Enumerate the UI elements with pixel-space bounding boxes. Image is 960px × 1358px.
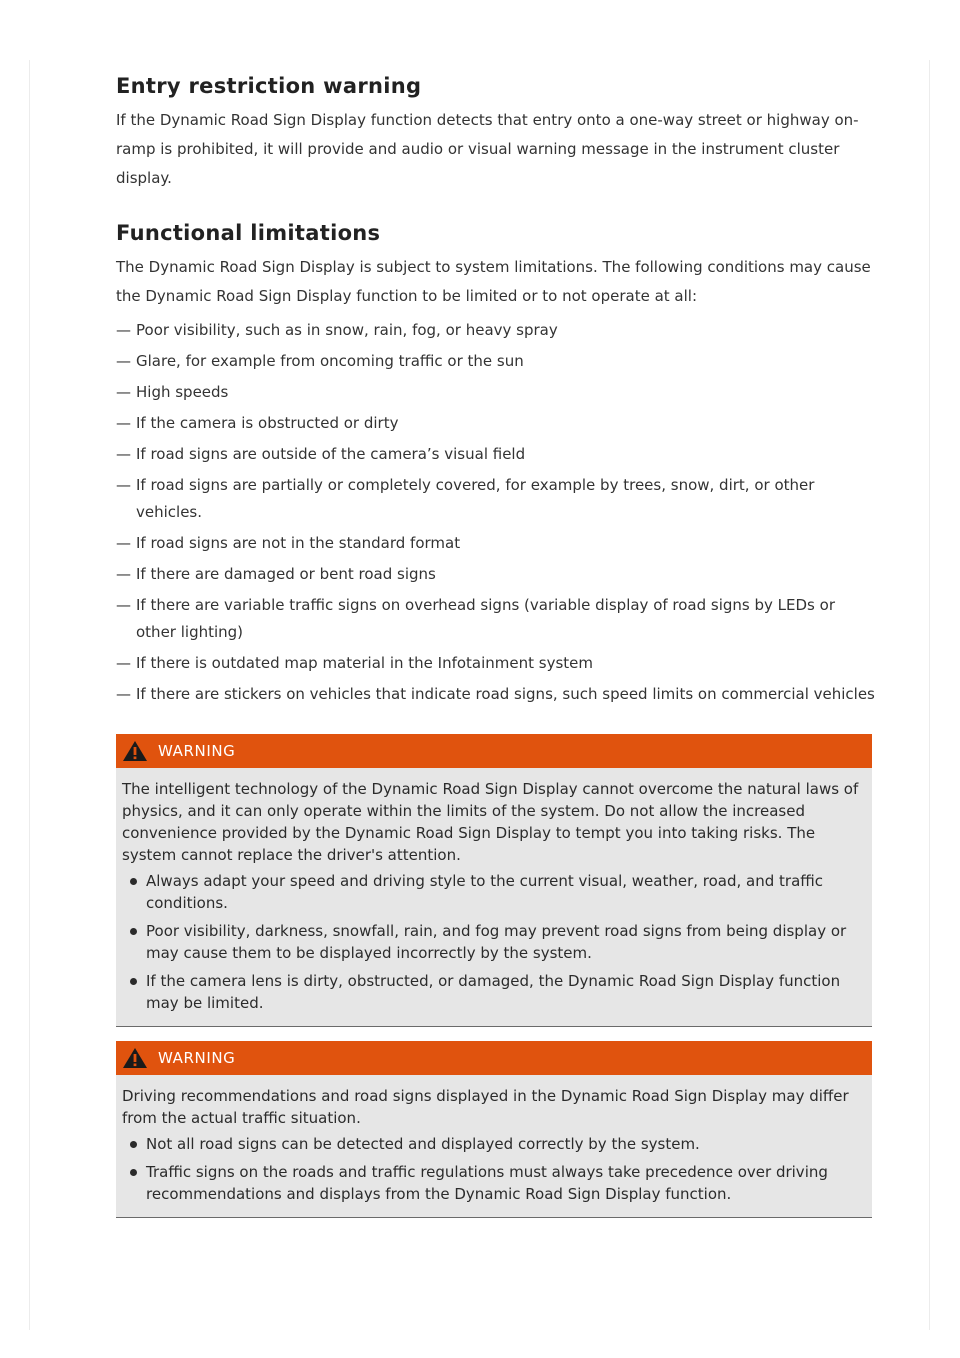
list-item <box>116 472 876 526</box>
warning-header <box>116 734 872 768</box>
list-item-text: If road signs are partially or completely covered, for example by trees, snow, dirt, or other vehicles. <box>136 476 815 521</box>
warning-bullet <box>122 920 864 964</box>
warning-triangle-icon <box>122 740 150 762</box>
list-item <box>116 348 876 375</box>
functional-limitations-paragraph: The Dynamic Road Sign Display is subject to system limitations. The following conditions may cause the Dynamic Road Sign Display function to be limited or to not operate at all: <box>116 258 871 305</box>
dash-marker: — <box>116 414 131 432</box>
dash-marker: — <box>116 565 131 583</box>
warning-bullet <box>122 870 864 914</box>
warning-bullet-text: Traffic signs on the roads and traffic regulations must always take precedence over driving recommendations and displays from the Dynamic Road Sign Display function. <box>146 1163 828 1203</box>
warning-body <box>116 1075 872 1218</box>
section-heading-entry-restriction: Entry restriction warning <box>116 74 422 98</box>
page-content <box>116 70 876 1218</box>
warning-bullet-list <box>122 1133 864 1205</box>
bullet-dot-icon <box>130 1141 137 1148</box>
warning-bullet <box>122 1161 864 1205</box>
bullet-dot-icon <box>130 978 137 985</box>
bullet-dot-icon <box>130 1169 137 1176</box>
list-item <box>116 530 876 557</box>
list-item-text: Glare, for example from oncoming traffic or the sun <box>136 352 524 370</box>
warning-intro: Driving recommendations and road signs displayed in the Dynamic Road Sign Display may differ from the actual traffic situation. <box>122 1087 849 1127</box>
list-item-text: If there are variable traffic signs on overhead signs (variable display of road signs by LEDs or other lighting) <box>136 596 835 641</box>
list-item-text: If road signs are not in the standard format <box>136 534 461 552</box>
warning-bullet-list <box>122 870 864 1014</box>
dash-marker: — <box>116 685 131 703</box>
warning-box-1 <box>116 734 872 1027</box>
list-item <box>116 410 876 437</box>
warning-intro: The intelligent technology of the Dynamic Road Sign Display cannot overcome the natural laws of physics, and it can only operate within the limits of the system. Do not allow the increased convenience provided by the Dynamic Road Sign Display to tempt you into taking risks. The system cannot replace the driver's attention. <box>122 780 859 864</box>
list-item <box>116 592 876 646</box>
entry-restriction-section <box>116 70 876 193</box>
warning-bullet <box>122 970 864 1014</box>
warning-header <box>116 1041 872 1075</box>
list-item <box>116 441 876 468</box>
dash-marker: — <box>116 383 131 401</box>
section-heading-functional-limitations: Functional limitations <box>116 221 381 245</box>
dash-marker: — <box>116 321 131 339</box>
limitations-list <box>116 317 876 708</box>
warning-label: WARNING <box>158 1049 236 1067</box>
list-item <box>116 561 876 588</box>
list-item-text: If there are damaged or bent road signs <box>136 565 436 583</box>
warning-body <box>116 768 872 1027</box>
dash-marker: — <box>116 534 131 552</box>
page-margin-right <box>929 60 930 1330</box>
list-item <box>116 317 876 344</box>
warning-label: WARNING <box>158 742 236 760</box>
warning-bullet-text: Poor visibility, darkness, snowfall, rain, and fog may prevent road signs from being display or may cause them to be displayed incorrectly by the system. <box>146 922 847 962</box>
warning-bullet <box>122 1133 864 1155</box>
bullet-dot-icon <box>130 928 137 935</box>
list-item-text: High speeds <box>136 383 229 401</box>
list-item-text: If there are stickers on vehicles that indicate road signs, such speed limits on commercial vehicles <box>136 685 875 703</box>
dash-marker: — <box>116 445 131 463</box>
warning-triangle-icon <box>122 1047 150 1069</box>
list-item <box>116 650 876 677</box>
warning-bullet-text: Not all road signs can be detected and displayed correctly by the system. <box>146 1135 700 1153</box>
warning-bullet-text: If the camera lens is dirty, obstructed, or damaged, the Dynamic Road Sign Display function may be limited. <box>146 972 841 1012</box>
functional-limitations-section <box>116 217 876 708</box>
bullet-dot-icon <box>130 878 137 885</box>
warning-box-2 <box>116 1041 872 1218</box>
list-item-text: Poor visibility, such as in snow, rain, fog, or heavy spray <box>136 321 558 339</box>
dash-marker: — <box>116 476 131 494</box>
dash-marker: — <box>116 596 131 614</box>
list-item-text: If there is outdated map material in the Infotainment system <box>136 654 594 672</box>
list-item <box>116 681 876 708</box>
dash-marker: — <box>116 654 131 672</box>
dash-marker: — <box>116 352 131 370</box>
list-item <box>116 379 876 406</box>
list-item-text: If road signs are outside of the camera’s visual field <box>136 445 526 463</box>
page-margin-left <box>29 60 30 1330</box>
warning-bullet-text: Always adapt your speed and driving style to the current visual, weather, road, and traffic conditions. <box>146 872 824 912</box>
list-item-text: If the camera is obstructed or dirty <box>136 414 399 432</box>
entry-restriction-paragraph: If the Dynamic Road Sign Display function detects that entry onto a one-way street or highway on-ramp is prohibited, it will provide and audio or visual warning message in the instrument cluster display. <box>116 111 859 187</box>
